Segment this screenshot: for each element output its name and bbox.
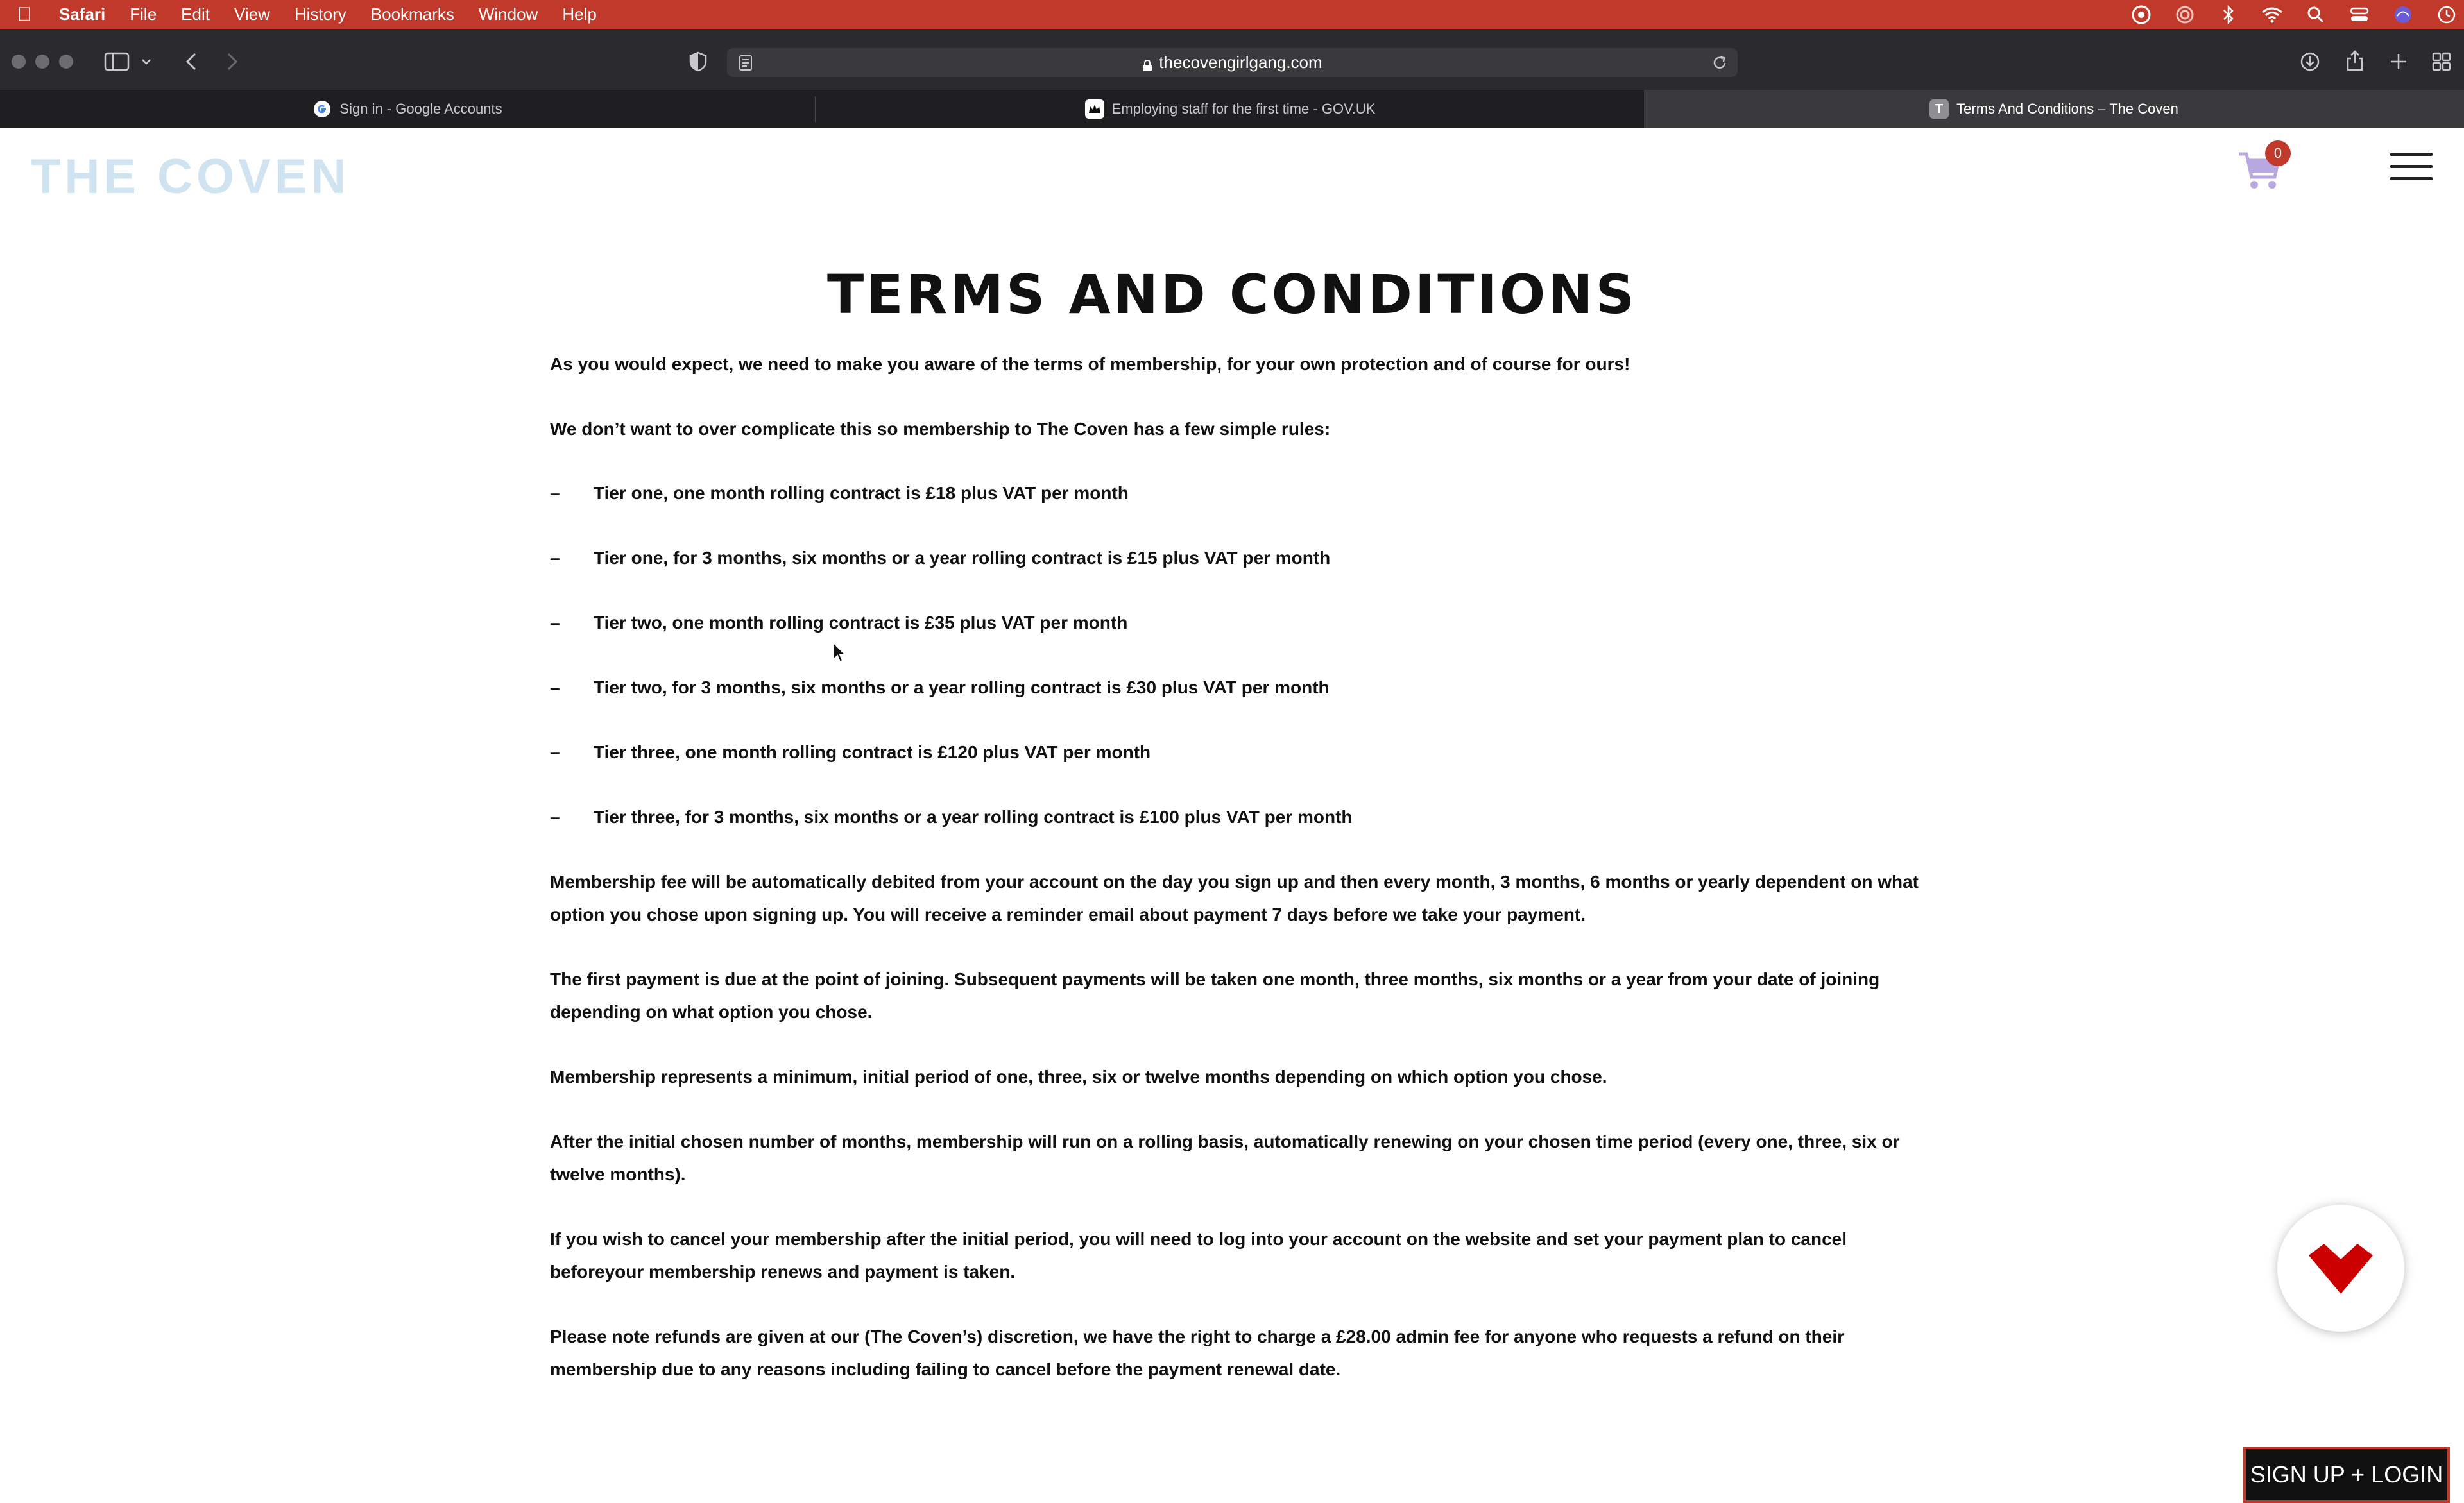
menu-help[interactable]: Help — [562, 4, 597, 24]
share-icon[interactable] — [2342, 47, 2368, 74]
menu-safari[interactable]: Safari — [59, 4, 106, 24]
bullet-dash: – — [550, 483, 560, 503]
cart-count-badge: 0 — [2265, 140, 2291, 166]
sync-icon[interactable] — [2174, 4, 2196, 26]
rules-intro-text: We don’t want to over complicate this so membership to The Coven has a few simple rules: — [550, 419, 1331, 439]
privacy-shield-icon[interactable] — [685, 49, 711, 74]
menu-file[interactable]: File — [130, 4, 157, 24]
signup-login-button[interactable]: SIGN UP + LOGIN — [2243, 1447, 2450, 1503]
payment-paragraph: Membership fee will be automatically debited from your account on the day you sign up and then every month, 3 months, 6 months or yearly dependent on what option you chose upon signing up. You will receive a reminder email about payment 7 days before we take your payment. — [550, 872, 1919, 924]
menu-window[interactable]: Window — [478, 4, 538, 24]
page-title: TERMS AND CONDITIONS — [826, 263, 1638, 326]
cancellation-paragraph: If you wish to cancel your membership after the initial period, you will need to log into your account on the website and set your payment plan to cancel beforeyour membership renews and payment is taken. — [550, 1229, 1847, 1282]
web-page — [0, 128, 2464, 1488]
status-area — [2130, 0, 2458, 29]
window-close-button[interactable] — [12, 55, 26, 69]
first-payment-paragraph: The first payment is due at the point of joining. Subsequent payments will be taken one month, three months, six months or a year from your date of joining depending on what option you chose. — [550, 969, 1880, 1022]
chevron-down-icon[interactable] — [140, 53, 153, 71]
macos-menu-bar — [0, 0, 2464, 29]
bullet-dash: – — [550, 613, 560, 633]
address-bar[interactable] — [727, 48, 1738, 77]
coven-heart-logo-icon[interactable] — [2306, 1240, 2375, 1298]
bullet-dash: – — [550, 807, 560, 827]
bullet-dash: – — [550, 677, 560, 697]
spotlight-search-icon[interactable] — [2305, 4, 2327, 26]
tab-google-sign-in[interactable] — [0, 90, 815, 128]
downloads-icon[interactable] — [2297, 49, 2323, 74]
mouse-pointer-icon — [832, 641, 848, 663]
sidebar-toggle-icon[interactable] — [103, 49, 131, 74]
url-display[interactable] — [727, 48, 1738, 77]
tab-label: Employing staff for the first time - GOV.UK — [1111, 101, 1376, 117]
lock-icon — [1142, 56, 1152, 69]
menu-edit[interactable]: Edit — [181, 4, 210, 24]
apple-menu-icon[interactable] — [10, 4, 38, 26]
url-text: thecovengirlgang.com — [1159, 53, 1322, 72]
bullet-dash: – — [550, 742, 560, 762]
new-tab-icon[interactable] — [2386, 49, 2411, 74]
tab-favicon: T — [1929, 99, 1949, 119]
tab-govuk[interactable] — [816, 90, 1644, 128]
rule-text: Tier one, for 3 months, six months or a year rolling contract is £15 plus VAT per month — [594, 548, 1331, 568]
site-logo[interactable]: THE COVEN — [31, 149, 350, 204]
menu-view[interactable]: View — [234, 4, 270, 24]
intro-text: As you would expect, we need to make you aware of the terms of membership, for your own protection and of course for ours! — [550, 354, 1630, 374]
tab-label: Sign in - Google Accounts — [339, 101, 502, 117]
rolling-basis-paragraph: After the initial chosen number of months, membership will run on a rolling basis, automatically renewing on your chosen time period (every one, three, six or twelve months). — [550, 1132, 1900, 1184]
rule-text: Tier three, one month rolling contract is £120 plus VAT per month — [594, 742, 1151, 762]
back-button[interactable] — [180, 49, 203, 74]
bluetooth-icon[interactable] — [2218, 4, 2239, 26]
creative-cloud-icon[interactable] — [2130, 4, 2152, 26]
clock-icon[interactable] — [2436, 4, 2458, 26]
menu-bookmarks[interactable]: Bookmarks — [370, 4, 454, 24]
window-minimize-button[interactable] — [35, 55, 49, 69]
rule-text: Tier one, one month rolling contract is £18 plus VAT per month — [594, 483, 1129, 503]
forward-button[interactable] — [221, 49, 244, 74]
menu-history[interactable]: History — [294, 4, 346, 24]
rule-text: Tier three, for 3 months, six months or a year rolling contract is £100 plus VAT per month — [594, 807, 1353, 827]
govuk-crown-icon — [1085, 99, 1104, 119]
tab-label: Terms And Conditions – The Coven — [1956, 101, 2178, 117]
rule-text: Tier two, for 3 months, six months or a year rolling contract is £30 plus VAT per month — [594, 677, 1330, 697]
siri-icon[interactable] — [2392, 4, 2414, 26]
tab-terms-and-conditions[interactable] — [1644, 90, 2464, 128]
refund-paragraph: Please note refunds are given at our (The Coven’s) discretion, we have the right to charge a £28.00 admin fee for anyone who requests a refund on their membership due to any reasons including failing to cancel before the payment renewal date. — [550, 1327, 1845, 1379]
control-center-icon[interactable] — [2348, 4, 2370, 26]
google-icon — [312, 99, 332, 119]
rule-text: Tier two, one month rolling contract is £35 plus VAT per month — [594, 613, 1128, 633]
bullet-dash: – — [550, 548, 560, 568]
reload-icon[interactable] — [1709, 52, 1731, 74]
window-zoom-button[interactable] — [59, 55, 73, 69]
minimum-period-paragraph: Membership represents a minimum, initial period of one, three, six or twelve months depending on which option you chose. — [550, 1067, 1607, 1087]
tab-overview-icon[interactable] — [2429, 49, 2454, 74]
menu-hamburger-icon[interactable] — [2390, 153, 2433, 181]
wifi-icon[interactable] — [2261, 4, 2283, 26]
